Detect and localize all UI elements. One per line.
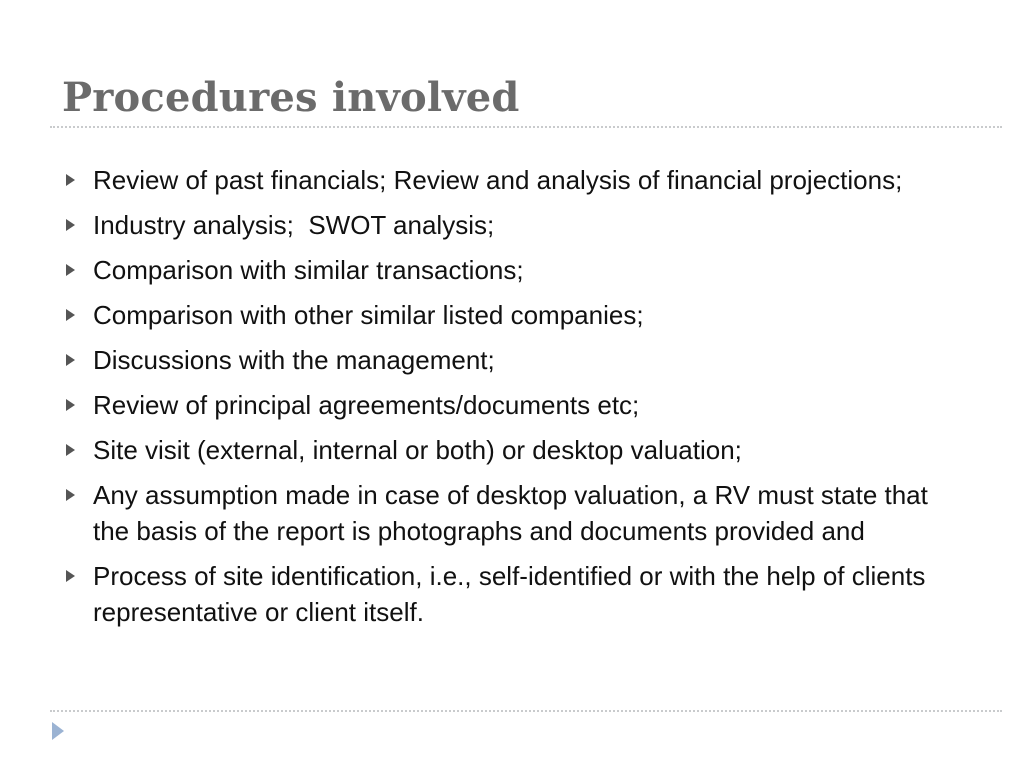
triangle-right-icon — [60, 558, 93, 594]
triangle-right-icon — [60, 342, 93, 378]
slide-title: Procedures involved — [62, 74, 520, 121]
bullet-item — [60, 252, 960, 288]
title-divider — [50, 126, 1002, 128]
bullet-item — [60, 477, 960, 549]
triangle-right-icon — [60, 297, 93, 333]
bullet-item — [60, 432, 960, 468]
bullet-item — [60, 207, 960, 243]
bullet-item — [60, 342, 960, 378]
bullet-text: Comparison with other similar listed companies; — [93, 300, 644, 330]
bullet-text: Any assumption made in case of desktop valuation, a RV must state that the basis of the report is photographs and documents provided and — [93, 480, 928, 546]
bullet-item — [60, 297, 960, 333]
play-arrow-icon[interactable] — [52, 722, 64, 745]
triangle-right-icon — [60, 207, 93, 243]
bullet-text: Comparison with similar transactions; — [93, 255, 524, 285]
triangle-right-icon — [60, 252, 93, 288]
triangle-right-icon — [60, 162, 93, 198]
bullet-text: Site visit (external, internal or both) or desktop valuation; — [93, 435, 742, 465]
bullet-list — [60, 162, 960, 639]
bullet-text: Process of site identification, i.e., self-identified or with the help of clients representative or client itself. — [93, 561, 926, 627]
footer-divider — [50, 710, 1002, 712]
bullet-text: Industry analysis; SWOT analysis; — [93, 210, 495, 240]
bullet-text: Review of past financials; Review and analysis of financial projections; — [93, 165, 903, 195]
bullet-item — [60, 387, 960, 423]
bullet-item — [60, 558, 960, 630]
triangle-right-icon — [60, 432, 93, 468]
bullet-item — [60, 162, 960, 198]
bullet-text: Review of principal agreements/documents etc; — [93, 390, 640, 420]
triangle-right-icon — [60, 477, 93, 513]
triangle-right-icon — [60, 387, 93, 423]
bullet-text: Discussions with the management; — [93, 345, 495, 375]
